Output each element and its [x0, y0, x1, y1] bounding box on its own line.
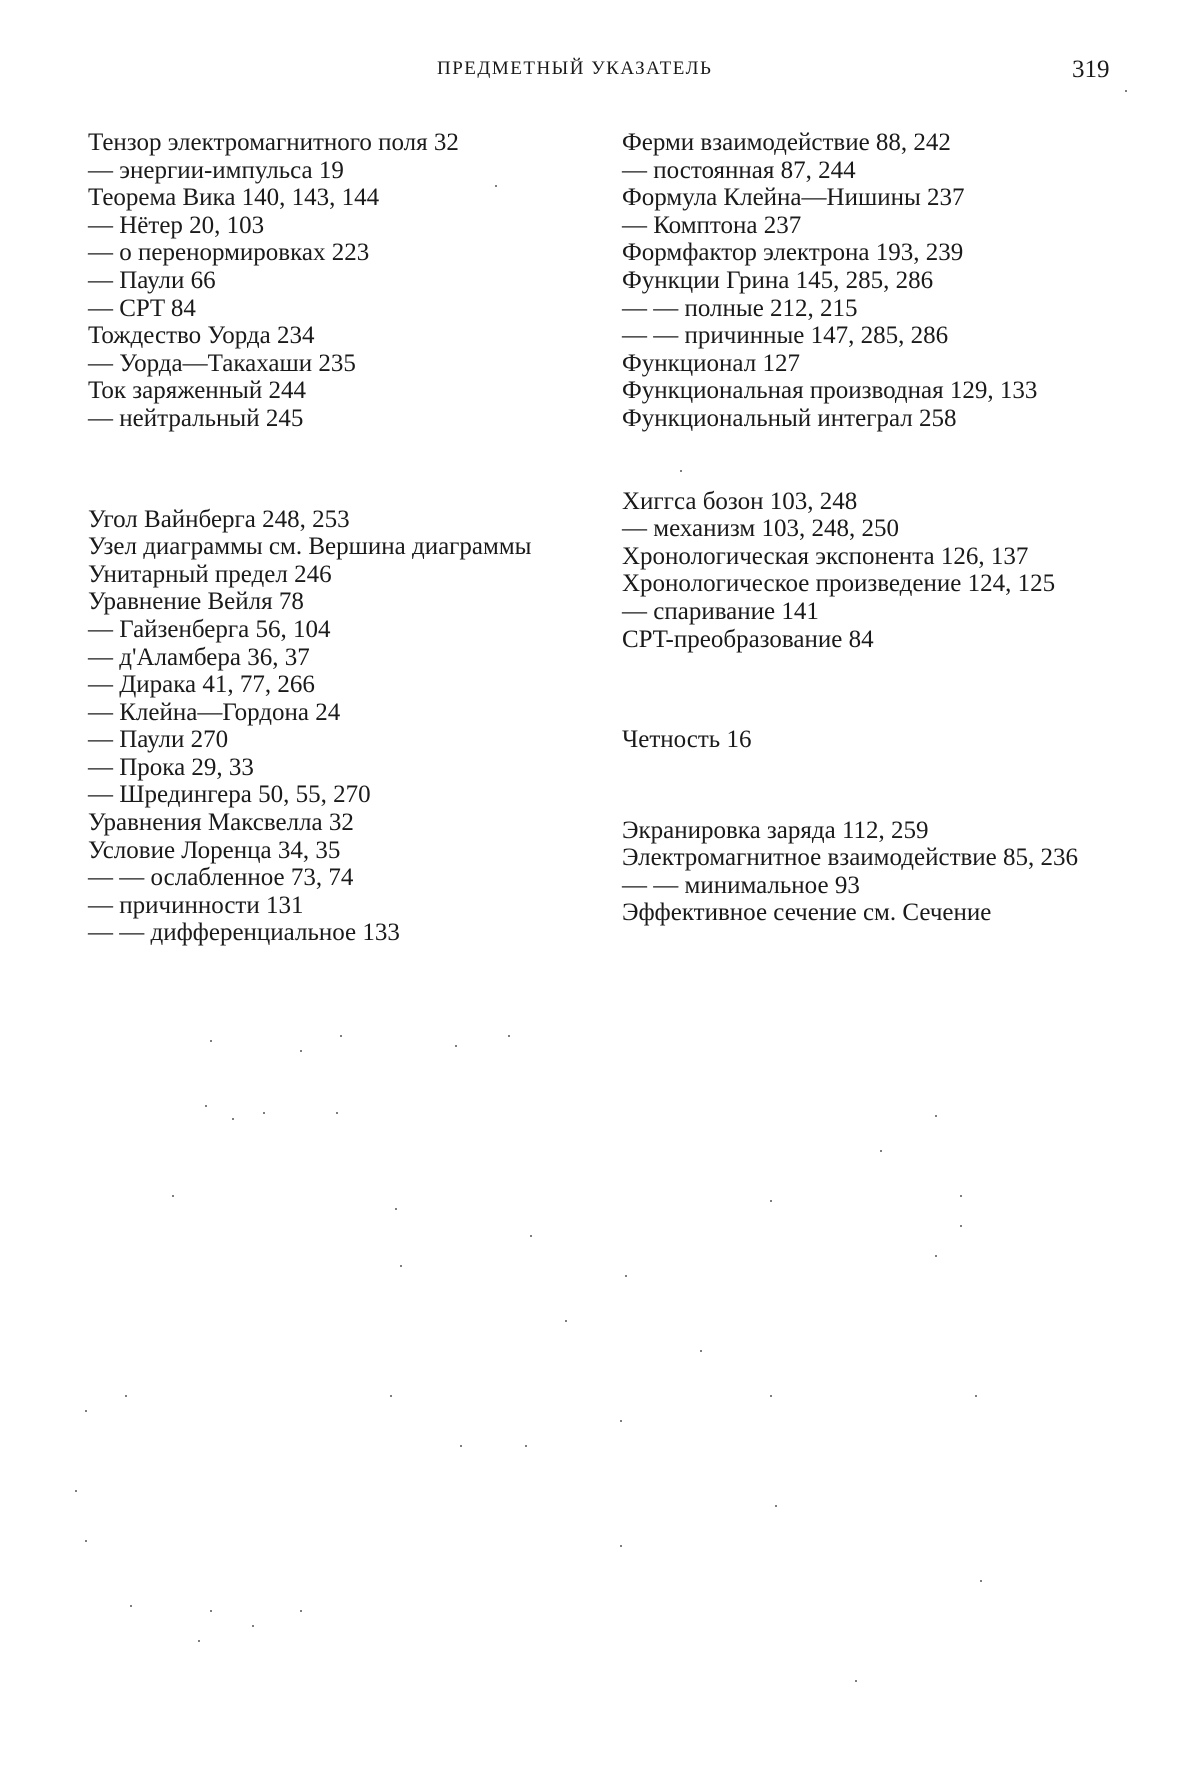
scan-speck: [935, 1255, 937, 1257]
index-entry: — Прока 29, 33: [88, 753, 254, 781]
scan-speck: [980, 1580, 982, 1582]
index-entry: CPT-преобразование 84: [622, 625, 874, 653]
index-entry: Уравнения Максвелла 32: [88, 809, 354, 837]
scan-speck: [700, 1350, 702, 1352]
index-entry: — причинности 131: [88, 891, 304, 919]
scan-speck: [620, 1545, 622, 1547]
index-entry: — — дифференциальное 133: [88, 919, 400, 947]
scan-speck: [565, 1320, 567, 1322]
scan-speck: [340, 1035, 342, 1037]
index-entry: Функционал 127: [622, 349, 800, 377]
index-entry: Электромагнитное взаимодействие 85, 236: [622, 844, 1079, 872]
scan-speck: [1125, 90, 1127, 92]
scan-speck: [336, 1112, 338, 1114]
index-entry: — о перенормировках 223: [88, 239, 370, 267]
scan-speck: [680, 470, 682, 472]
index-column-left: [88, 129, 578, 947]
scan-speck: [130, 1605, 132, 1607]
index-entry: — Уорда—Такахаши 235: [88, 349, 356, 377]
scan-speck: [232, 1118, 234, 1120]
index-entry: — — ослабленное 73, 74: [88, 864, 354, 892]
index-entry: Угол Вайнберга 248, 253: [88, 505, 350, 533]
scan-speck: [300, 1610, 302, 1612]
scan-speck: [172, 1195, 174, 1197]
scan-speck: [530, 1235, 532, 1237]
index-entry: — Нётер 20, 103: [88, 211, 265, 239]
index-entry: — Дирака 41, 77, 266: [88, 671, 315, 699]
index-entry: Узел диаграммы см. Вершина диаграммы: [88, 533, 532, 561]
scan-speck: [775, 1505, 777, 1507]
scan-speck: [935, 1115, 937, 1117]
scan-speck: [85, 1410, 87, 1412]
scan-speck: [210, 1040, 212, 1042]
index-entry: Теорема Вика 140, 143, 144: [88, 184, 380, 212]
index-entry: — Паули 270: [88, 726, 229, 754]
scan-speck: [855, 1680, 857, 1682]
scan-speck: [880, 1150, 882, 1152]
index-entry: Хронологическое произведение 124, 125: [622, 570, 1056, 598]
scan-speck: [252, 1625, 254, 1627]
scan-speck: [263, 1112, 265, 1114]
index-entry: Тождество Уорда 234: [88, 322, 315, 350]
index-entry: — CPT 84: [88, 294, 196, 322]
index-entry: Функции Грина 145, 285, 286: [622, 266, 934, 294]
scan-speck: [770, 1395, 772, 1397]
section-gap: [622, 653, 1112, 726]
index-entry: — нейтральный 245: [88, 404, 304, 432]
index-entry: Функциональный интеграл 258: [622, 404, 957, 432]
scan-speck: [400, 1265, 402, 1267]
index-entry: — Шредингера 50, 55, 270: [88, 781, 371, 809]
index-column-right: [622, 129, 1112, 927]
scan-speck: [960, 1195, 962, 1197]
scan-speck: [85, 1540, 87, 1542]
scan-speck: [300, 1050, 302, 1052]
scan-speck: [960, 1225, 962, 1227]
index-entry: Экранировка заряда 112, 259: [622, 816, 929, 844]
index-entry: — механизм 103, 248, 250: [622, 515, 899, 543]
scan-speck: [75, 1490, 77, 1492]
scan-speck: [210, 1610, 212, 1612]
scan-speck: [495, 185, 497, 187]
scan-speck: [395, 1208, 397, 1210]
scan-speck: [198, 1640, 200, 1642]
scan-speck: [508, 1035, 510, 1037]
index-entry: Тензор электромагнитного поля 32: [88, 129, 459, 156]
index-entry: — постоянная 87, 244: [622, 156, 856, 184]
index-entry: Функциональная производная 129, 133: [622, 377, 1038, 405]
index-entry: Хиггса бозон 103, 248: [622, 487, 858, 515]
index-entry: Эффективное сечение см. Сечение: [622, 899, 992, 927]
index-entry: Ферми взаимодействие 88, 242: [622, 129, 951, 156]
index-entry: — Гайзенберга 56, 104: [88, 615, 331, 643]
index-entry: Хронологическая экспонента 126, 137: [622, 542, 1029, 570]
scan-speck: [390, 1395, 392, 1397]
index-entry: Уравнение Вейля 78: [88, 588, 304, 616]
scan-speck: [625, 1275, 627, 1277]
index-entry: Формфактор электрона 193, 239: [622, 239, 964, 267]
index-entry: — спаривание 141: [622, 597, 819, 625]
scan-speck: [455, 1045, 457, 1047]
scan-speck: [975, 1395, 977, 1397]
index-entry: — — полные 212, 215: [622, 294, 858, 322]
index-entry: Унитарный предел 246: [88, 560, 332, 588]
scan-speck: [525, 1445, 527, 1447]
index-entry: — Паули 66: [88, 266, 216, 294]
scan-speck: [770, 1200, 772, 1202]
index-entry: Формула Клейна—Нишины 237: [622, 184, 965, 212]
index-entry: Четность 16: [622, 726, 752, 754]
scan-speck: [620, 1420, 622, 1422]
section-gap: [88, 433, 578, 506]
index-entry: — Комптона 237: [622, 211, 802, 239]
index-entry: — Клейна—Гордона 24: [88, 698, 341, 726]
scan-speck: [205, 1105, 207, 1107]
running-title: ПРЕДМЕТНЫЙ УКАЗАТЕЛЬ: [437, 58, 713, 79]
page-number: 319: [1072, 56, 1110, 83]
index-entry: Условие Лоренца 34, 35: [88, 836, 341, 864]
index-entry: Ток заряженный 244: [88, 377, 306, 405]
index-entry: — — минимальное 93: [622, 871, 860, 899]
scan-speck: [460, 1445, 462, 1447]
index-entry: — — причинные 147, 285, 286: [622, 322, 949, 350]
section-gap: [622, 433, 1112, 488]
scan-speck: [125, 1395, 127, 1397]
index-entry: — д'Аламбера 36, 37: [88, 643, 310, 671]
index-entry: — энергии-импульса 19: [88, 156, 344, 184]
section-gap: [622, 754, 1112, 817]
